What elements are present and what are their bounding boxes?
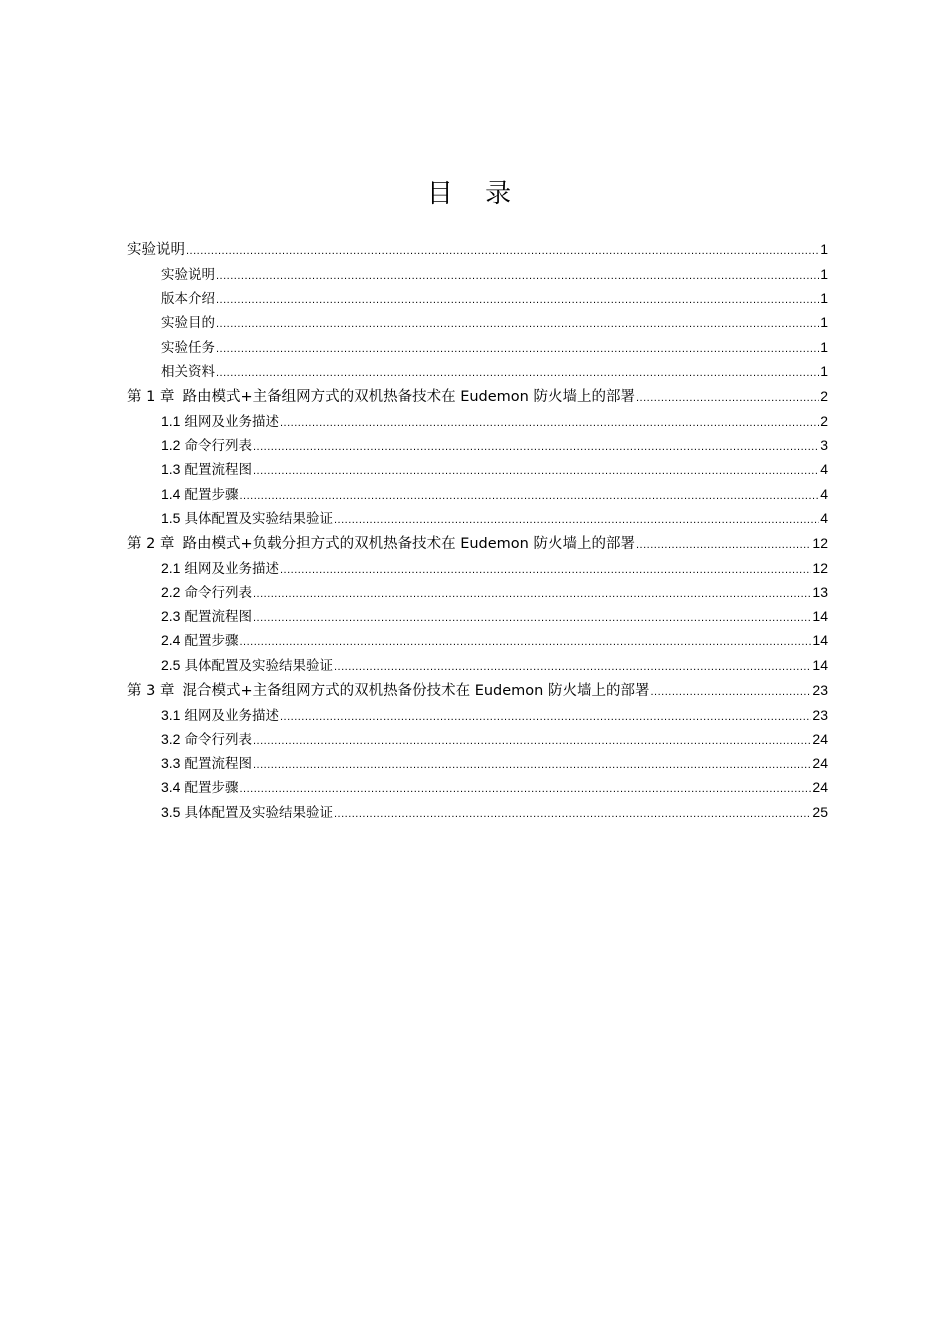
- toc-entry-label: 实验说明: [161, 267, 215, 283]
- toc-page-number: 24: [812, 779, 828, 796]
- toc-entry-label: 实验目的: [161, 315, 215, 332]
- toc-entry-label: 路由模式+负载分担方式的双机热备技术在 Eudemon 防火墙上的部署: [182, 535, 635, 552]
- table-of-contents: [127, 236, 828, 824]
- toc-section-entry[interactable]: [127, 409, 828, 433]
- toc-page-number: 1: [820, 241, 828, 257]
- toc-page-number: 4: [820, 485, 828, 502]
- toc-entry-title: [161, 556, 279, 580]
- toc-dot-leader: [253, 753, 811, 775]
- toc-entry-title: [161, 800, 333, 824]
- toc-chapter-entry[interactable]: [127, 383, 828, 409]
- toc-entry-number: 1.4: [161, 485, 181, 502]
- toc-dot-leader: [216, 264, 819, 286]
- toc-entry-number: 第 1 章: [127, 388, 175, 405]
- toc-dot-leader: [253, 729, 811, 751]
- toc-section-entry[interactable]: [127, 604, 828, 628]
- toc-entry-title: [161, 287, 215, 310]
- toc-entry-number: 1.2: [161, 437, 181, 454]
- toc-entry-title: [161, 433, 252, 457]
- toc-dot-leader: [334, 508, 819, 530]
- toc-entry-title: [161, 727, 252, 751]
- toc-chapter-entry[interactable]: [127, 530, 828, 556]
- toc-entry-number: 3.1: [161, 706, 181, 723]
- toc-page-number: 1: [820, 362, 828, 379]
- toc-entry-label: 实验任务: [161, 339, 215, 356]
- toc-entry-number: 3.4: [161, 779, 181, 796]
- toc-entry-label: 版本介绍: [161, 291, 215, 308]
- toc-entry-title: [161, 482, 238, 506]
- toc-section-entry[interactable]: [127, 628, 828, 652]
- toc-dot-leader: [216, 361, 819, 383]
- toc-entry-title: [161, 751, 252, 775]
- toc-chapter-entry[interactable]: [127, 236, 828, 262]
- toc-dot-leader: [253, 435, 819, 457]
- toc-section-entry[interactable]: [127, 286, 828, 310]
- toc-section-entry[interactable]: [127, 727, 828, 751]
- toc-page-number: 14: [812, 632, 828, 649]
- toc-dot-leader: [239, 484, 819, 506]
- toc-page-number: 1: [820, 290, 828, 307]
- toc-dot-leader: [636, 532, 811, 556]
- toc-entry-label: 相关资料: [161, 363, 215, 380]
- toc-entry-number: 2.4: [161, 632, 181, 649]
- toc-entry-title: [161, 604, 252, 628]
- toc-dot-leader: [216, 288, 819, 310]
- toc-entry-label: 组网及业务描述: [184, 560, 279, 577]
- toc-entry-label: 命令行列表: [184, 438, 252, 455]
- toc-entry-label: 具体配置及实验结果验证: [184, 510, 333, 527]
- toc-page-number: 24: [812, 731, 828, 747]
- toc-dot-leader: [253, 606, 811, 628]
- toc-entry-title: [127, 531, 635, 556]
- toc-dot-leader: [334, 655, 811, 677]
- toc-page-number: 24: [812, 755, 828, 772]
- toc-page-number: 1: [820, 338, 828, 355]
- toc-dot-leader: [280, 411, 819, 433]
- toc-entry-title: [161, 263, 215, 286]
- toc-entry-number: 2.5: [161, 656, 181, 673]
- toc-entry-number: 2.1: [161, 559, 181, 576]
- toc-entry-label: 组网及业务描述: [184, 707, 279, 724]
- toc-entry-number: 1.1: [161, 412, 181, 429]
- toc-section-entry[interactable]: [127, 335, 828, 359]
- toc-section-entry[interactable]: [127, 482, 828, 506]
- toc-dot-leader: [280, 558, 811, 580]
- toc-entry-number: 2.3: [161, 608, 181, 625]
- toc-entry-title: [161, 360, 215, 383]
- toc-entry-number: 1.5: [161, 509, 181, 526]
- toc-entry-number: 3.2: [161, 731, 181, 747]
- toc-entry-number: 2.2: [161, 584, 181, 601]
- toc-entry-title: [161, 311, 215, 334]
- toc-entry-label: 实验说明: [127, 242, 185, 258]
- toc-entry-number: 1.3: [161, 461, 181, 478]
- toc-dot-leader: [253, 582, 811, 604]
- toc-entry-title: [161, 506, 333, 530]
- toc-section-entry[interactable]: [127, 556, 828, 580]
- toc-section-entry[interactable]: [127, 653, 828, 677]
- toc-entry-title: [161, 703, 279, 727]
- toc-dot-leader: [186, 238, 819, 262]
- toc-page-number: 23: [812, 706, 828, 723]
- toc-entry-title: [161, 775, 238, 799]
- toc-page-number: 4: [820, 461, 828, 478]
- toc-entry-title: [127, 384, 635, 409]
- toc-dot-leader: [216, 337, 819, 359]
- toc-dot-leader: [253, 459, 819, 481]
- toc-page-number: 14: [812, 608, 828, 625]
- toc-entry-label: 配置流程图: [184, 609, 252, 626]
- toc-entry-label: 配置流程图: [184, 756, 252, 773]
- toc-page-number: 23: [812, 681, 828, 698]
- toc-dot-leader: [239, 777, 811, 799]
- toc-entry-label: 命令行列表: [184, 585, 252, 602]
- toc-page-number: 12: [812, 559, 828, 576]
- toc-section-entry[interactable]: [127, 703, 828, 727]
- toc-page-number: 25: [812, 803, 828, 820]
- toc-section-entry[interactable]: [127, 433, 828, 457]
- toc-dot-leader: [216, 312, 819, 334]
- toc-entry-label: 具体配置及实验结果验证: [184, 804, 333, 821]
- toc-entry-label: 配置流程图: [184, 462, 252, 479]
- toc-entry-label: 命令行列表: [184, 732, 252, 748]
- toc-section-entry[interactable]: [127, 580, 828, 604]
- toc-section-entry[interactable]: [127, 751, 828, 775]
- toc-entry-title: [161, 653, 333, 677]
- toc-section-entry[interactable]: [127, 775, 828, 799]
- toc-section-entry[interactable]: [127, 800, 828, 824]
- toc-entry-title: [161, 409, 279, 433]
- toc-section-entry[interactable]: [127, 457, 828, 481]
- toc-entry-number: 3.3: [161, 755, 181, 772]
- toc-page-number: 1: [820, 314, 828, 331]
- toc-page-number: 12: [812, 534, 828, 551]
- toc-entry-label: 组网及业务描述: [184, 413, 279, 430]
- toc-entry-title: [161, 336, 215, 359]
- toc-dot-leader: [334, 802, 811, 824]
- toc-entry-label: 具体配置及实验结果验证: [184, 657, 333, 674]
- toc-section-entry[interactable]: [127, 506, 828, 530]
- page-title: 目 录: [426, 179, 524, 209]
- toc-page-number: 13: [812, 584, 828, 601]
- toc-entry-title: [161, 457, 252, 481]
- toc-entry-number: 3.5: [161, 803, 181, 820]
- toc-chapter-entry[interactable]: [127, 677, 828, 703]
- toc-page-number: 14: [812, 656, 828, 673]
- toc-entry-label: 配置步骤: [184, 780, 239, 797]
- toc-page-number: 2: [820, 387, 828, 404]
- toc-entry-label: 配置步骤: [184, 633, 239, 650]
- toc-section-entry[interactable]: [127, 262, 828, 286]
- toc-dot-leader: [650, 679, 811, 703]
- toc-entry-label: 路由模式+主备组网方式的双机热备技术在 Eudemon 防火墙上的部署: [182, 388, 635, 405]
- toc-dot-leader: [239, 630, 811, 652]
- toc-page-number: 1: [820, 266, 828, 282]
- toc-entry-title: [161, 628, 238, 652]
- toc-section-entry[interactable]: [127, 359, 828, 383]
- toc-dot-leader: [280, 705, 811, 727]
- toc-entry-label: 混合模式+主备组网方式的双机热备份技术在 Eudemon 防火墙上的部署: [182, 682, 650, 699]
- toc-entry-number: 第 3 章: [127, 682, 175, 699]
- toc-entry-label: 配置步骤: [184, 486, 239, 503]
- toc-section-entry[interactable]: [127, 310, 828, 334]
- toc-entry-title: [127, 678, 649, 703]
- toc-entry-number: 第 2 章: [127, 535, 175, 552]
- toc-entry-title: [127, 237, 185, 262]
- toc-page-number: 4: [820, 509, 828, 526]
- toc-dot-leader: [636, 385, 819, 409]
- toc-page-number: 2: [820, 412, 828, 429]
- toc-entry-title: [161, 580, 252, 604]
- toc-page-number: 3: [820, 437, 828, 454]
